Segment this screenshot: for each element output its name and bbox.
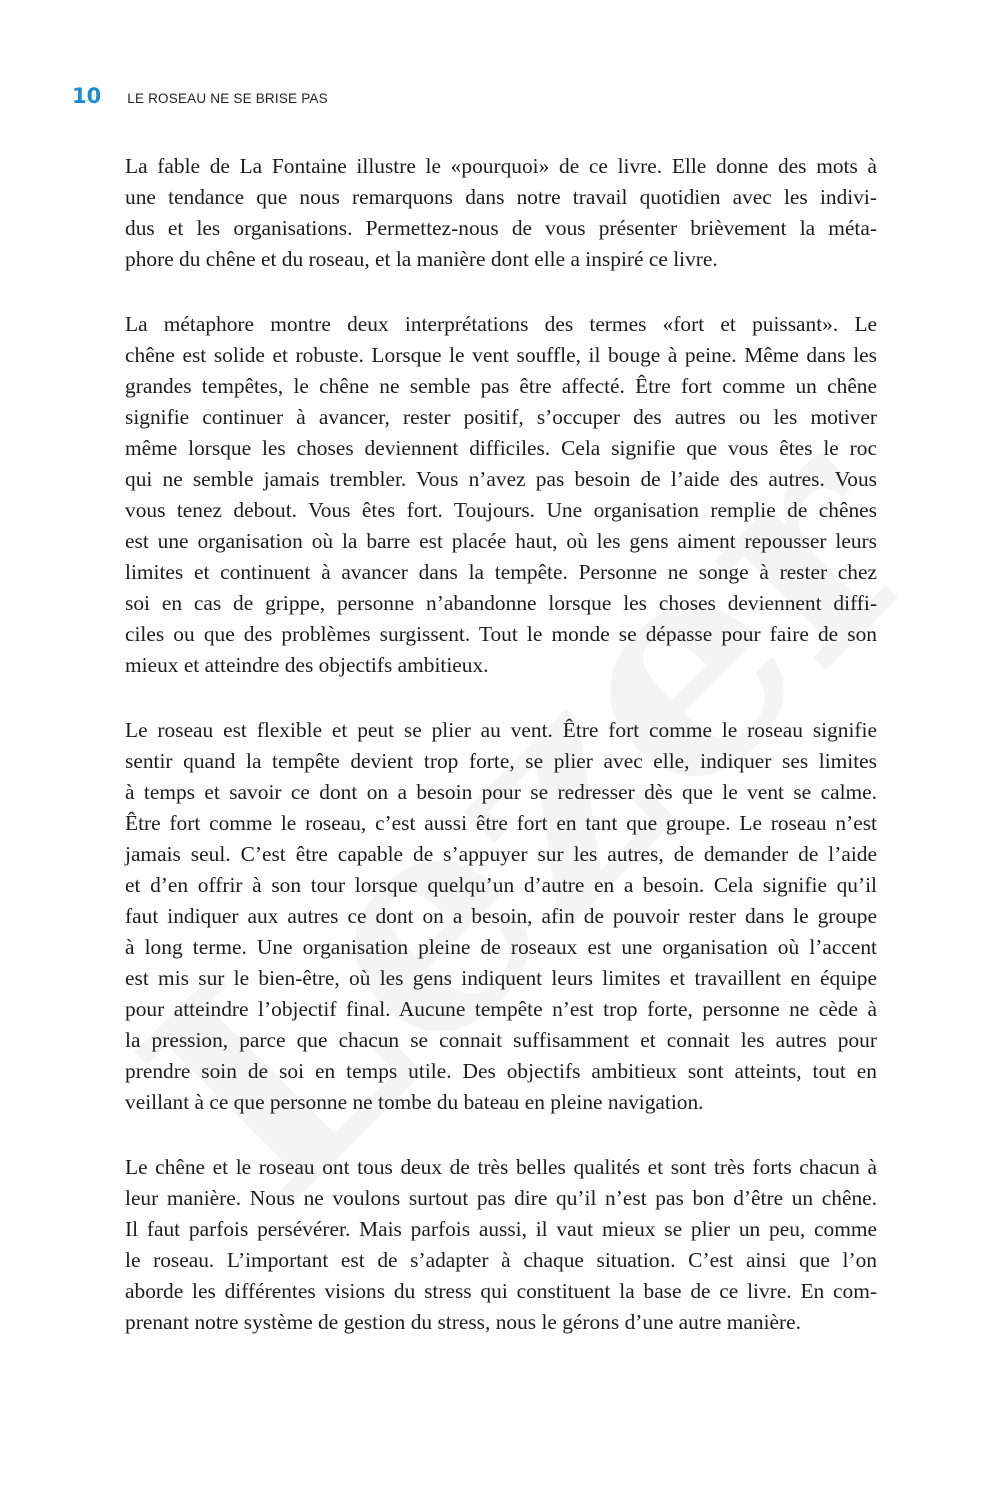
text-line: prenant notre système de gestion du stress, nous le gérons d’une autre manière. xyxy=(125,1310,801,1334)
text-line: une tendance que nous remarquons dans notre travail quotidien avec les indivi- xyxy=(125,185,877,209)
text-line: sentir quand la tempête devient trop forte, se plier avec elle, indiquer ses limites xyxy=(125,749,877,773)
text-line: leur manière. Nous ne voulons surtout pas dire qu’il n’est pas bon d’être un chêne. xyxy=(125,1186,877,1210)
text-line: à temps et savoir ce dont on a besoin pour se redresser dès que le vent se calme. xyxy=(125,780,877,804)
text-line: faut indiquer aux autres ce dont on a besoin, afin de pouvoir rester dans le groupe xyxy=(125,904,877,928)
page-number: 10 xyxy=(72,84,102,108)
paragraph xyxy=(125,309,877,681)
text-line: La métaphore montre deux interprétations des termes «fort et puissant». Le xyxy=(125,312,877,336)
text-line: veillant à ce que personne ne tombe du bateau en pleine navigation. xyxy=(125,1090,704,1114)
text-line: jamais seul. C’est être capable de s’appuyer sur les autres, de demander de l’aide xyxy=(125,842,877,866)
text-line: dus et les organisations. Permettez-nous de vous présenter brièvement la méta- xyxy=(125,216,877,240)
text-line: Le chêne et le roseau ont tous deux de très belles qualités et sont très forts chacun à xyxy=(125,1155,877,1179)
running-header xyxy=(72,84,328,108)
text-line: la pression, parce que chacun se connait suffisamment et connait les autres pour xyxy=(125,1028,877,1052)
text-line: La fable de La Fontaine illustre le «pourquoi» de ce livre. Elle donne des mots à xyxy=(125,154,877,178)
text-line: pour atteindre l’objectif final. Aucune tempête n’est trop forte, personne ne cède à xyxy=(125,997,877,1021)
text-line: limites et continuent à avancer dans la tempête. Personne ne songe à rester chez xyxy=(125,560,877,584)
paragraph xyxy=(125,715,877,1118)
text-line: et d’en offrir à son tour lorsque quelqu’un d’autre en a besoin. Cela signifie qu’il xyxy=(125,873,877,897)
text-line: Il faut parfois persévérer. Mais parfois aussi, il vaut mieux se plier un peu, comme xyxy=(125,1217,877,1241)
text-line: ciles ou que des problèmes surgissent. Tout le monde se dépasse pour faire de son xyxy=(125,622,877,646)
text-line: chêne est solide et robuste. Lorsque le vent souffle, il bouge à peine. Même dans les xyxy=(125,343,877,367)
text-line: qui ne semble jamais trembler. Vous n’avez pas besoin de l’aide des autres. Vous xyxy=(125,467,877,491)
text-line: le roseau. L’important est de s’adapter à chaque situation. C’est ainsi que l’on xyxy=(125,1248,877,1272)
text-line: même lorsque les choses deviennent difficiles. Cela signifie que vous êtes le roc xyxy=(125,436,877,460)
text-line: mieux et atteindre des objectifs ambitieux. xyxy=(125,653,489,677)
text-line: grandes tempêtes, le chêne ne semble pas être affecté. Être fort comme un chêne xyxy=(125,374,877,398)
text-line: aborde les différentes visions du stress qui constituent la base de ce livre. En com- xyxy=(125,1279,877,1303)
paragraph xyxy=(125,151,877,275)
text-line: à long terme. Une organisation pleine de roseaux est une organisation où l’accent xyxy=(125,935,877,959)
text-line: Être fort comme le roseau, c’est aussi être fort en tant que groupe. Le roseau n’est xyxy=(125,811,877,835)
text-line: prendre soin de soi en temps utile. Des objectifs ambitieux sont atteints, tout en xyxy=(125,1059,877,1083)
text-line: signifie continuer à avancer, rester positif, s’occuper des autres ou les motiver xyxy=(125,405,877,429)
text-line: Le roseau est flexible et peut se plier au vent. Être fort comme le roseau signifie xyxy=(125,718,877,742)
text-line: est une organisation où la barre est placée haut, où les gens aiment repousser leurs xyxy=(125,529,877,553)
text-line: phore du chêne et du roseau, et la manière dont elle a inspiré ce livre. xyxy=(125,247,718,271)
body-text xyxy=(125,151,877,1372)
text-line: soi en cas de grippe, personne n’abandonne lorsque les choses deviennent diffi- xyxy=(125,591,877,615)
text-line: est mis sur le bien-être, où les gens indiquent leurs limites et travaillent en équipe xyxy=(125,966,877,990)
paragraph xyxy=(125,1152,877,1338)
text-line: vous tenez debout. Vous êtes fort. Toujours. Une organisation remplie de chênes xyxy=(125,498,877,522)
chapter-title: LE ROSEAU NE SE BRISE PAS xyxy=(127,91,328,106)
